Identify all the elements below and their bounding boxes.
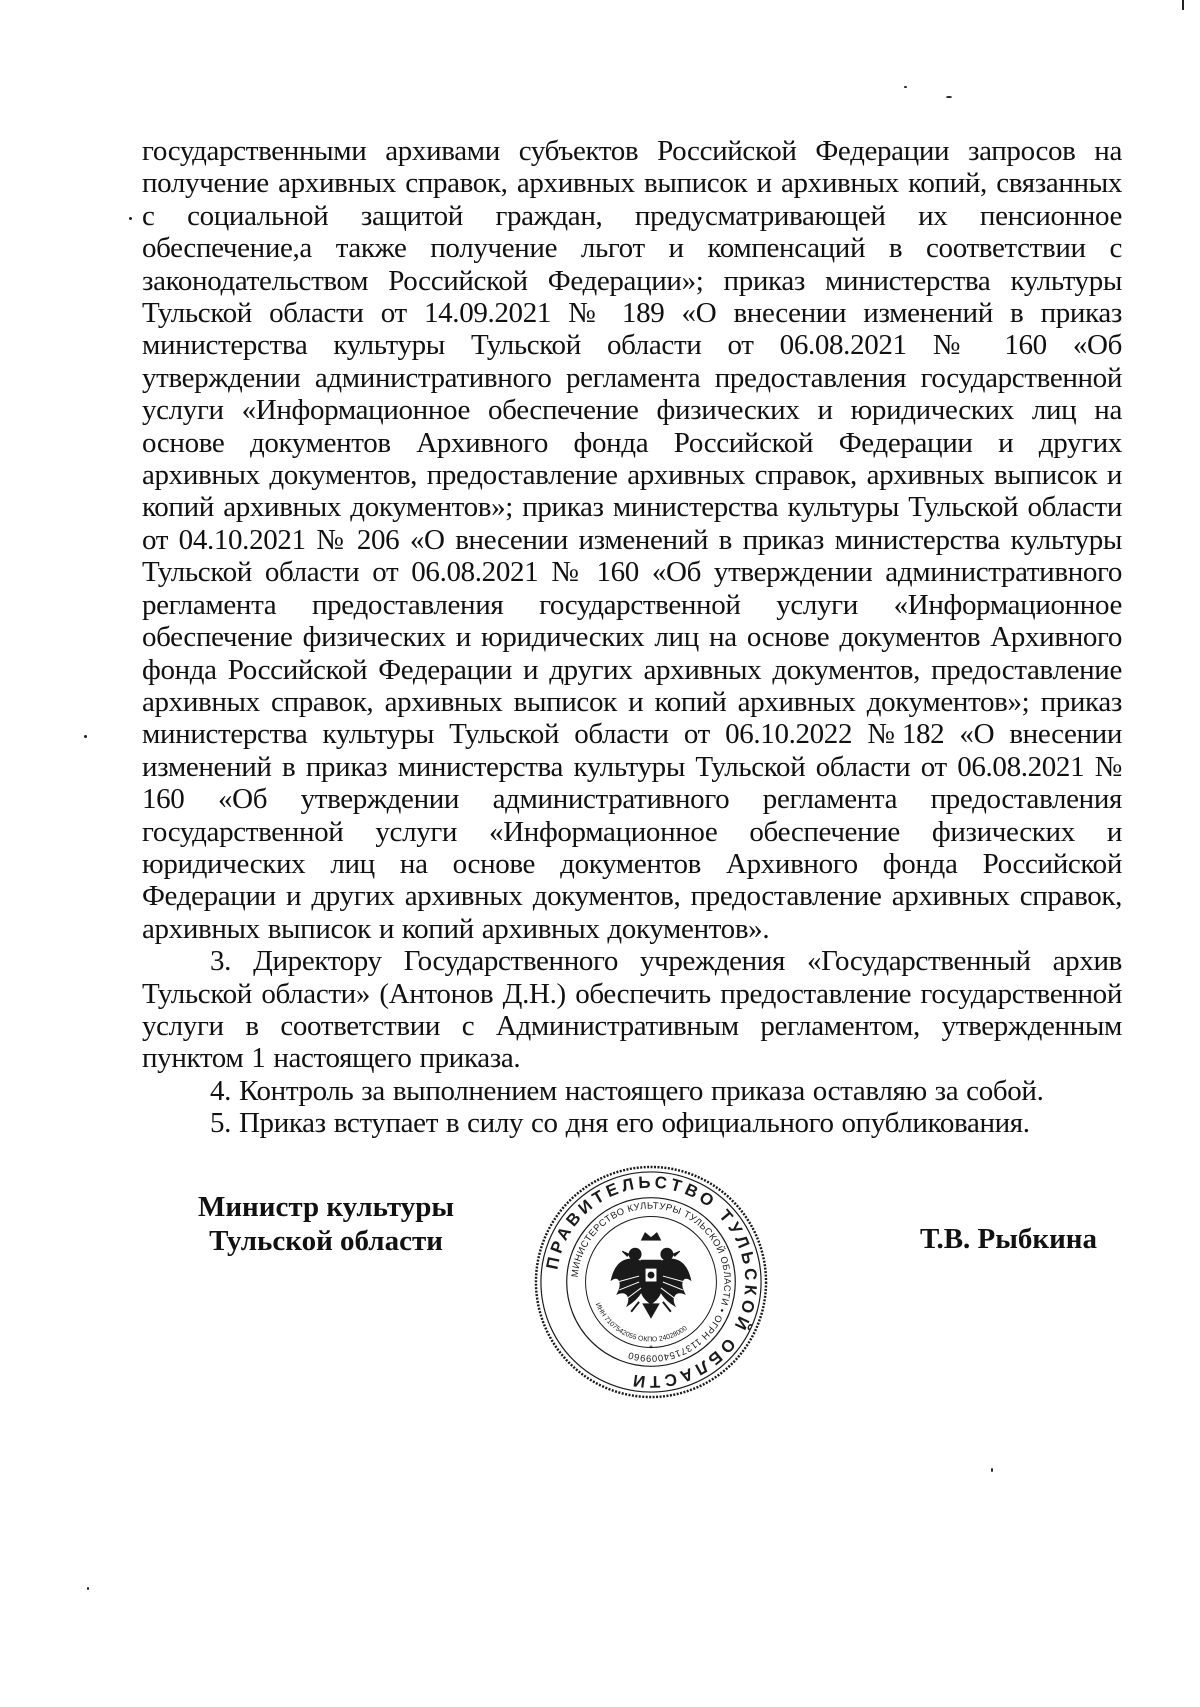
signatory-position-line1: Министр культуры: [197, 1191, 455, 1223]
scan-speck: [129, 217, 132, 220]
scan-speck: [87, 1587, 89, 1590]
paragraph-continuation: государственными архивами субъектов Российской Федерации запросов на получение архивных справок, архивных выписок и архивных копий, связанных с социальной защитой граждан, предусматривающей их пенсионное обеспечение,а также получение льгот и компенсаций в соответствии с законодательством Российской Федерации»; приказ министерства культуры Тульской области от 14.09.2021 № 189 «О внесении изменений в приказ министерства культуры Тульской области от 06.08.2021 № 160 «Об утверждении административного регламента предоставления государственной услуги «Информационное обеспечение физических и юридических лиц на основе документов Архивного фонда Российской Федерации и других архивных документов, предоставление архивных справок, архивных выписок и копий архивных документов»; приказ министерства культуры Тульской области от 04.10.2021 № 206 «О внесении изменений в приказ министерства культуры Тульской области от 06.08.2021 № 160 «Об утверждении административного регламента предоставления государственной услуги «Информационное обеспечение физических и юридических лиц на основе документов Архивного фонда Российской Федерации и других архивных документов, предоставление архивных справок, архивных выписок и копий архивных документов»; приказ министерства культуры Тульской области от 06.10.2022 №182 «О внесении изменений в приказ министерства культуры Тульской области от 06.08.2021 № 160 «Об утверждении административного регламента предоставления государственной услуги «Информационное обеспечение физических и юридических лиц на основе документов Архивного фонда Российской Федерации и других архивных документов, предоставление архивных справок, архивных выписок и копий архивных документов».: [142, 135, 1122, 945]
seal-code-text: ИНН 7107542055 ОКПО 24028000: [593, 1301, 689, 1344]
paragraph-item-5: 5. Приказ вступает в силу со дня его официального опубликования.: [210, 1107, 1030, 1140]
signatory-position: [196, 1190, 456, 1258]
scan-speck: [904, 86, 907, 88]
signatory-name: Т.В. Рыбкина: [920, 1223, 1098, 1255]
scan-speck: [946, 96, 952, 98]
seal-inner-text: МИНИСТЕРСТВО КУЛЬТУРЫ ТУЛЬСКОЙ ОБЛАСТИ • ОГРН 1137154009960: [568, 1199, 734, 1365]
svg-text:*: *: [649, 1343, 653, 1354]
paragraph-item-3: 3. Директору Государственного учреждения «Государственный архив Тульской области» (Антонов Д.Н.) обеспечить предоставление государственной услуги в соответствии с Административным регламентом, утвержденным пунктом 1 настоящего приказа.: [142, 945, 1122, 1075]
svg-text:ИНН 7107542055 ОКПО 24028000: [594, 1302, 689, 1344]
scan-speck: [991, 1468, 993, 1472]
signatory-position-line2: Тульской области: [209, 1225, 443, 1257]
scan-speck: [84, 735, 87, 738]
scan-speck: [1182, 0, 1184, 10]
double-headed-eagle-icon: [611, 1232, 690, 1317]
official-seal: [532, 1163, 770, 1401]
paragraph-item-4: 4. Контроль за выполнением настоящего приказа оставляю за собой.: [210, 1074, 1044, 1107]
body-text: [142, 135, 1122, 1140]
seal-outer-text: ПРАВИТЕЛЬСТВО ТУЛЬСКОЙ ОБЛАСТИ: [542, 1172, 761, 1392]
